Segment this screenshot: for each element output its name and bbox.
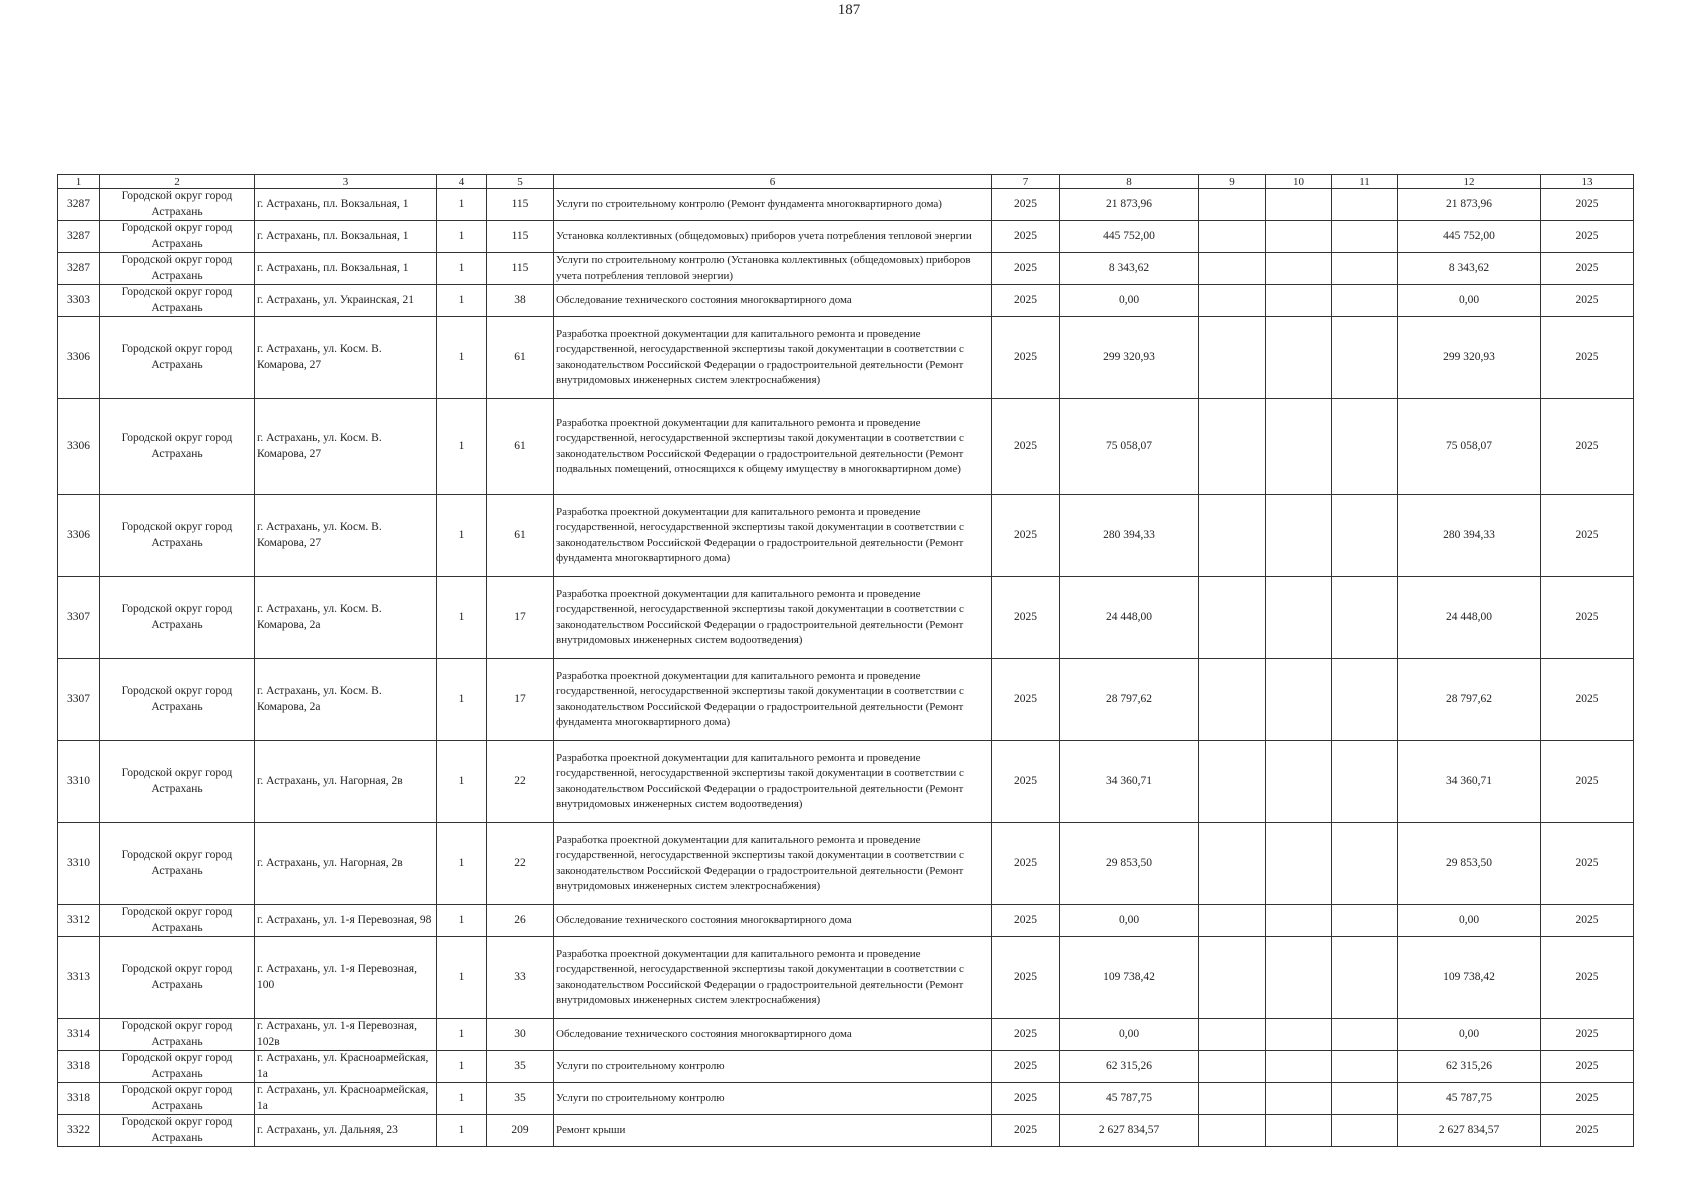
- year-cell: 2025: [992, 399, 1060, 495]
- column-10-cell: [1266, 189, 1332, 221]
- year-cell: 2025: [992, 1051, 1060, 1083]
- column-5-cell: 22: [487, 823, 554, 905]
- completion-year-cell: 2025: [1541, 253, 1634, 285]
- total-cost-cell: 21 873,96: [1060, 189, 1199, 221]
- completion-year-cell: 2025: [1541, 221, 1634, 253]
- year-cell: 2025: [992, 905, 1060, 937]
- address-cell: г. Астрахань, ул. Косм. В. Комарова, 27: [255, 317, 437, 399]
- house-id-cell: 3310: [58, 741, 100, 823]
- address-cell: г. Астрахань, ул. Косм. В. Комарова, 27: [255, 399, 437, 495]
- completion-year-cell: 2025: [1541, 905, 1634, 937]
- column-5-cell: 209: [487, 1115, 554, 1147]
- address-cell: г. Астрахань, ул. 1-я Перевозная, 100: [255, 937, 437, 1019]
- column-9-cell: [1199, 1083, 1266, 1115]
- column-9-cell: [1199, 1115, 1266, 1147]
- column-5-cell: 115: [487, 189, 554, 221]
- year-cell: 2025: [992, 285, 1060, 317]
- column-header: 8: [1060, 175, 1199, 189]
- municipality-cell: Городской округ город Астрахань: [100, 823, 255, 905]
- work-description-cell: Услуги по строительному контролю: [554, 1083, 992, 1115]
- column-11-cell: [1332, 495, 1398, 577]
- fund-cost-cell: 62 315,26: [1398, 1051, 1541, 1083]
- house-id-cell: 3303: [58, 285, 100, 317]
- address-cell: г. Астрахань, ул. 1-я Перевозная, 98: [255, 905, 437, 937]
- total-cost-cell: 75 058,07: [1060, 399, 1199, 495]
- year-cell: 2025: [992, 1019, 1060, 1051]
- column-4-cell: 1: [437, 1115, 487, 1147]
- column-10-cell: [1266, 823, 1332, 905]
- table-row: [58, 221, 1634, 253]
- column-5-cell: 17: [487, 577, 554, 659]
- column-9-cell: [1199, 285, 1266, 317]
- column-10-cell: [1266, 495, 1332, 577]
- table-row: [58, 317, 1634, 399]
- column-header: 3: [255, 175, 437, 189]
- municipality-cell: Городской округ город Астрахань: [100, 189, 255, 221]
- table-row: [58, 399, 1634, 495]
- column-11-cell: [1332, 823, 1398, 905]
- table-row: [58, 905, 1634, 937]
- column-10-cell: [1266, 317, 1332, 399]
- address-cell: г. Астрахань, ул. Украинская, 21: [255, 285, 437, 317]
- column-header: 4: [437, 175, 487, 189]
- total-cost-cell: 0,00: [1060, 905, 1199, 937]
- fund-cost-cell: 45 787,75: [1398, 1083, 1541, 1115]
- house-id-cell: 3314: [58, 1019, 100, 1051]
- house-id-cell: 3318: [58, 1083, 100, 1115]
- column-10-cell: [1266, 1051, 1332, 1083]
- house-id-cell: 3322: [58, 1115, 100, 1147]
- table-row: [58, 659, 1634, 741]
- column-header: 5: [487, 175, 554, 189]
- table-row: [58, 741, 1634, 823]
- column-9-cell: [1199, 659, 1266, 741]
- column-11-cell: [1332, 659, 1398, 741]
- address-cell: г. Астрахань, ул. Косм. В. Комарова, 27: [255, 495, 437, 577]
- completion-year-cell: 2025: [1541, 823, 1634, 905]
- register-table: [57, 174, 1634, 1147]
- column-9-cell: [1199, 937, 1266, 1019]
- table-row: [58, 823, 1634, 905]
- fund-cost-cell: 34 360,71: [1398, 741, 1541, 823]
- completion-year-cell: 2025: [1541, 937, 1634, 1019]
- fund-cost-cell: 299 320,93: [1398, 317, 1541, 399]
- municipality-cell: Городской округ город Астрахань: [100, 399, 255, 495]
- column-11-cell: [1332, 1115, 1398, 1147]
- work-description-cell: Услуги по строительному контролю (Ремонт фундамента многоквартирного дома): [554, 189, 992, 221]
- total-cost-cell: 8 343,62: [1060, 253, 1199, 285]
- table-row: [58, 253, 1634, 285]
- house-id-cell: 3306: [58, 495, 100, 577]
- year-cell: 2025: [992, 741, 1060, 823]
- work-description-cell: Разработка проектной документации для капитального ремонта и проведение государственной, негосударственной экспертизы такой документации в соответствии с законодательством Российской Федерации о градостроительной деятельности (Ремонт внутридомовых инженерных систем водоотведения): [554, 741, 992, 823]
- municipality-cell: Городской округ город Астрахань: [100, 937, 255, 1019]
- work-description-cell: Обследование технического состояния многоквартирного дома: [554, 1019, 992, 1051]
- completion-year-cell: 2025: [1541, 189, 1634, 221]
- column-11-cell: [1332, 285, 1398, 317]
- column-9-cell: [1199, 189, 1266, 221]
- year-cell: 2025: [992, 495, 1060, 577]
- column-4-cell: 1: [437, 577, 487, 659]
- municipality-cell: Городской округ город Астрахань: [100, 317, 255, 399]
- column-10-cell: [1266, 1115, 1332, 1147]
- work-description-cell: Разработка проектной документации для капитального ремонта и проведение государственной, негосударственной экспертизы такой документации в соответствии с законодательством Российской Федерации о градостроительной деятельности (Ремонт внутридомовых инженерных систем электроснабжения): [554, 823, 992, 905]
- table-row: [58, 495, 1634, 577]
- column-11-cell: [1332, 1051, 1398, 1083]
- address-cell: г. Астрахань, пл. Вокзальная, 1: [255, 253, 437, 285]
- work-description-cell: Обследование технического состояния многоквартирного дома: [554, 905, 992, 937]
- work-description-cell: Услуги по строительному контролю: [554, 1051, 992, 1083]
- column-4-cell: 1: [437, 905, 487, 937]
- column-4-cell: 1: [437, 659, 487, 741]
- column-header: 10: [1266, 175, 1332, 189]
- column-11-cell: [1332, 577, 1398, 659]
- total-cost-cell: 0,00: [1060, 1019, 1199, 1051]
- column-header: 6: [554, 175, 992, 189]
- work-description-cell: Разработка проектной документации для капитального ремонта и проведение государственной, негосударственной экспертизы такой документации в соответствии с законодательством Российской Федерации о градостроительной деятельности (Ремонт внутридомовых инженерных систем электроснабжения): [554, 937, 992, 1019]
- column-9-cell: [1199, 495, 1266, 577]
- year-cell: 2025: [992, 823, 1060, 905]
- page-number: 187: [837, 2, 861, 18]
- house-id-cell: 3318: [58, 1051, 100, 1083]
- column-10-cell: [1266, 905, 1332, 937]
- column-4-cell: 1: [437, 823, 487, 905]
- column-4-cell: 1: [437, 317, 487, 399]
- column-9-cell: [1199, 823, 1266, 905]
- address-cell: г. Астрахань, ул. Косм. В. Комарова, 2а: [255, 577, 437, 659]
- total-cost-cell: 28 797,62: [1060, 659, 1199, 741]
- municipality-cell: Городской округ город Астрахань: [100, 221, 255, 253]
- fund-cost-cell: 21 873,96: [1398, 189, 1541, 221]
- municipality-cell: Городской округ город Астрахань: [100, 253, 255, 285]
- address-cell: г. Астрахань, пл. Вокзальная, 1: [255, 189, 437, 221]
- year-cell: 2025: [992, 659, 1060, 741]
- column-9-cell: [1199, 905, 1266, 937]
- completion-year-cell: 2025: [1541, 317, 1634, 399]
- address-cell: г. Астрахань, ул. Косм. В. Комарова, 2а: [255, 659, 437, 741]
- total-cost-cell: 445 752,00: [1060, 221, 1199, 253]
- total-cost-cell: 299 320,93: [1060, 317, 1199, 399]
- column-header: 2: [100, 175, 255, 189]
- column-number-row: [58, 175, 1634, 189]
- house-id-cell: 3287: [58, 253, 100, 285]
- work-description-cell: Обследование технического состояния многоквартирного дома: [554, 285, 992, 317]
- column-5-cell: 61: [487, 317, 554, 399]
- column-10-cell: [1266, 741, 1332, 823]
- column-header: 9: [1199, 175, 1266, 189]
- municipality-cell: Городской округ город Астрахань: [100, 1051, 255, 1083]
- total-cost-cell: 109 738,42: [1060, 937, 1199, 1019]
- column-5-cell: 26: [487, 905, 554, 937]
- total-cost-cell: 34 360,71: [1060, 741, 1199, 823]
- completion-year-cell: 2025: [1541, 285, 1634, 317]
- column-4-cell: 1: [437, 1051, 487, 1083]
- work-description-cell: Разработка проектной документации для капитального ремонта и проведение государственной, негосударственной экспертизы такой документации в соответствии с законодательством Российской Федерации о градостроительной деятельности (Ремонт фундамента многоквартирного дома): [554, 659, 992, 741]
- completion-year-cell: 2025: [1541, 495, 1634, 577]
- address-cell: г. Астрахань, ул. Красноармейская, 1а: [255, 1083, 437, 1115]
- house-id-cell: 3307: [58, 577, 100, 659]
- table-row: [58, 1115, 1634, 1147]
- completion-year-cell: 2025: [1541, 1019, 1634, 1051]
- column-4-cell: 1: [437, 937, 487, 1019]
- column-5-cell: 35: [487, 1051, 554, 1083]
- total-cost-cell: 0,00: [1060, 285, 1199, 317]
- work-description-cell: Разработка проектной документации для капитального ремонта и проведение государственной, негосударственной экспертизы такой документации в соответствии с законодательством Российской Федерации о градостроительной деятельности (Ремонт фундамента многоквартирного дома): [554, 495, 992, 577]
- column-10-cell: [1266, 577, 1332, 659]
- column-9-cell: [1199, 253, 1266, 285]
- year-cell: 2025: [992, 189, 1060, 221]
- address-cell: г. Астрахань, ул. Нагорная, 2в: [255, 741, 437, 823]
- table-row: [58, 1019, 1634, 1051]
- column-11-cell: [1332, 1083, 1398, 1115]
- column-9-cell: [1199, 1051, 1266, 1083]
- year-cell: 2025: [992, 1115, 1060, 1147]
- table-row: [58, 285, 1634, 317]
- year-cell: 2025: [992, 221, 1060, 253]
- municipality-cell: Городской округ город Астрахань: [100, 905, 255, 937]
- column-4-cell: 1: [437, 253, 487, 285]
- register-table-container: [57, 174, 1633, 1147]
- column-10-cell: [1266, 253, 1332, 285]
- column-4-cell: 1: [437, 1019, 487, 1051]
- column-11-cell: [1332, 221, 1398, 253]
- column-9-cell: [1199, 399, 1266, 495]
- municipality-cell: Городской округ город Астрахань: [100, 741, 255, 823]
- municipality-cell: Городской округ город Астрахань: [100, 1019, 255, 1051]
- column-5-cell: 30: [487, 1019, 554, 1051]
- column-5-cell: 17: [487, 659, 554, 741]
- column-10-cell: [1266, 937, 1332, 1019]
- completion-year-cell: 2025: [1541, 399, 1634, 495]
- work-description-cell: Разработка проектной документации для капитального ремонта и проведение государственной, негосударственной экспертизы такой документации в соответствии с законодательством Российской Федерации о градостроительной деятельности (Ремонт внутридомовых инженерных систем водоотведения): [554, 577, 992, 659]
- work-description-cell: Установка коллективных (общедомовых) приборов учета потребления тепловой энергии: [554, 221, 992, 253]
- house-id-cell: 3306: [58, 399, 100, 495]
- column-4-cell: 1: [437, 189, 487, 221]
- year-cell: 2025: [992, 1083, 1060, 1115]
- table-body: [58, 189, 1634, 1147]
- column-11-cell: [1332, 189, 1398, 221]
- fund-cost-cell: 75 058,07: [1398, 399, 1541, 495]
- column-9-cell: [1199, 741, 1266, 823]
- column-9-cell: [1199, 317, 1266, 399]
- municipality-cell: Городской округ город Астрахань: [100, 1115, 255, 1147]
- year-cell: 2025: [992, 317, 1060, 399]
- house-id-cell: 3313: [58, 937, 100, 1019]
- total-cost-cell: 280 394,33: [1060, 495, 1199, 577]
- total-cost-cell: 62 315,26: [1060, 1051, 1199, 1083]
- house-id-cell: 3306: [58, 317, 100, 399]
- column-5-cell: 115: [487, 221, 554, 253]
- column-5-cell: 22: [487, 741, 554, 823]
- fund-cost-cell: 2 627 834,57: [1398, 1115, 1541, 1147]
- column-header: 13: [1541, 175, 1634, 189]
- municipality-cell: Городской округ город Астрахань: [100, 495, 255, 577]
- column-4-cell: 1: [437, 495, 487, 577]
- completion-year-cell: 2025: [1541, 741, 1634, 823]
- column-10-cell: [1266, 1019, 1332, 1051]
- house-id-cell: 3307: [58, 659, 100, 741]
- address-cell: г. Астрахань, ул. 1-я Перевозная, 102в: [255, 1019, 437, 1051]
- column-header: 7: [992, 175, 1060, 189]
- total-cost-cell: 24 448,00: [1060, 577, 1199, 659]
- fund-cost-cell: 29 853,50: [1398, 823, 1541, 905]
- fund-cost-cell: 109 738,42: [1398, 937, 1541, 1019]
- column-9-cell: [1199, 577, 1266, 659]
- year-cell: 2025: [992, 937, 1060, 1019]
- total-cost-cell: 2 627 834,57: [1060, 1115, 1199, 1147]
- column-10-cell: [1266, 659, 1332, 741]
- column-10-cell: [1266, 285, 1332, 317]
- fund-cost-cell: 0,00: [1398, 905, 1541, 937]
- column-11-cell: [1332, 1019, 1398, 1051]
- fund-cost-cell: 0,00: [1398, 285, 1541, 317]
- work-description-cell: Разработка проектной документации для капитального ремонта и проведение государственной, негосударственной экспертизы такой документации в соответствии с законодательством Российской Федерации о градостроительной деятельности (Ремонт подвальных помещений, относящихся к общему имуществу в многоквартирном доме): [554, 399, 992, 495]
- column-header: 1: [58, 175, 100, 189]
- municipality-cell: Городской округ город Астрахань: [100, 577, 255, 659]
- table-row: [58, 1051, 1634, 1083]
- fund-cost-cell: 280 394,33: [1398, 495, 1541, 577]
- fund-cost-cell: 445 752,00: [1398, 221, 1541, 253]
- year-cell: 2025: [992, 577, 1060, 659]
- year-cell: 2025: [992, 253, 1060, 285]
- work-description-cell: Ремонт крыши: [554, 1115, 992, 1147]
- completion-year-cell: 2025: [1541, 1083, 1634, 1115]
- address-cell: г. Астрахань, ул. Нагорная, 2в: [255, 823, 437, 905]
- column-header: 12: [1398, 175, 1541, 189]
- address-cell: г. Астрахань, ул. Красноармейская, 1а: [255, 1051, 437, 1083]
- work-description-cell: Разработка проектной документации для капитального ремонта и проведение государственной, негосударственной экспертизы такой документации в соответствии с законодательством Российской Федерации о градостроительной деятельности (Ремонт внутридомовых инженерных систем электроснабжения): [554, 317, 992, 399]
- total-cost-cell: 29 853,50: [1060, 823, 1199, 905]
- column-4-cell: 1: [437, 1083, 487, 1115]
- column-11-cell: [1332, 905, 1398, 937]
- column-5-cell: 33: [487, 937, 554, 1019]
- column-header: 11: [1332, 175, 1398, 189]
- column-5-cell: 115: [487, 253, 554, 285]
- column-9-cell: [1199, 1019, 1266, 1051]
- address-cell: г. Астрахань, ул. Дальняя, 23: [255, 1115, 437, 1147]
- column-10-cell: [1266, 221, 1332, 253]
- municipality-cell: Городской округ город Астрахань: [100, 285, 255, 317]
- house-id-cell: 3312: [58, 905, 100, 937]
- column-10-cell: [1266, 399, 1332, 495]
- fund-cost-cell: 28 797,62: [1398, 659, 1541, 741]
- column-11-cell: [1332, 317, 1398, 399]
- house-id-cell: 3287: [58, 221, 100, 253]
- completion-year-cell: 2025: [1541, 1115, 1634, 1147]
- fund-cost-cell: 8 343,62: [1398, 253, 1541, 285]
- column-5-cell: 61: [487, 495, 554, 577]
- column-5-cell: 38: [487, 285, 554, 317]
- column-11-cell: [1332, 937, 1398, 1019]
- column-4-cell: 1: [437, 399, 487, 495]
- work-description-cell: Услуги по строительному контролю (Установка коллективных (общедомовых) приборов учета потребления тепловой энергии): [554, 253, 992, 285]
- total-cost-cell: 45 787,75: [1060, 1083, 1199, 1115]
- column-10-cell: [1266, 1083, 1332, 1115]
- fund-cost-cell: 0,00: [1398, 1019, 1541, 1051]
- column-9-cell: [1199, 221, 1266, 253]
- address-cell: г. Астрахань, пл. Вокзальная, 1: [255, 221, 437, 253]
- completion-year-cell: 2025: [1541, 577, 1634, 659]
- column-4-cell: 1: [437, 741, 487, 823]
- municipality-cell: Городской округ город Астрахань: [100, 1083, 255, 1115]
- column-11-cell: [1332, 399, 1398, 495]
- completion-year-cell: 2025: [1541, 1051, 1634, 1083]
- house-id-cell: 3287: [58, 189, 100, 221]
- column-11-cell: [1332, 253, 1398, 285]
- table-row: [58, 937, 1634, 1019]
- table-row: [58, 577, 1634, 659]
- column-5-cell: 61: [487, 399, 554, 495]
- house-id-cell: 3310: [58, 823, 100, 905]
- column-5-cell: 35: [487, 1083, 554, 1115]
- municipality-cell: Городской округ город Астрахань: [100, 659, 255, 741]
- table-row: [58, 1083, 1634, 1115]
- table-row: [58, 189, 1634, 221]
- fund-cost-cell: 24 448,00: [1398, 577, 1541, 659]
- column-4-cell: 1: [437, 285, 487, 317]
- completion-year-cell: 2025: [1541, 659, 1634, 741]
- column-4-cell: 1: [437, 221, 487, 253]
- column-11-cell: [1332, 741, 1398, 823]
